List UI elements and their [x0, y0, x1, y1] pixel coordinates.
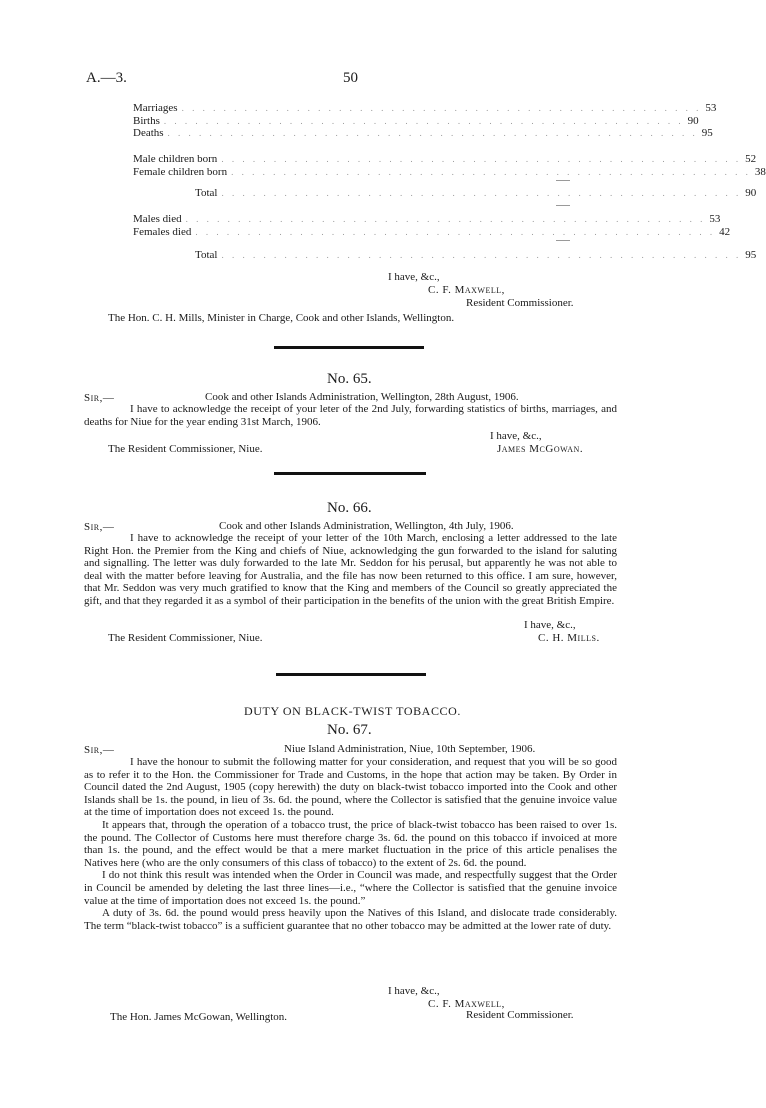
stat-row-females-died: Females died . . . . . . . . . . . . . . . . . . . . . . . . . . . . . . . . . . . . . . . . . . . . . . . . . . 42 — [133, 225, 731, 238]
vital-statistics-group-3 — [133, 213, 731, 238]
paragraph: I have to acknowledge the receipt of your leter of the 2nd July, forwarding statistics of births, marriages, and deaths for Niue for the year ending 31st March, 1906. — [84, 403, 617, 428]
vital-statistics-total-births — [133, 187, 757, 200]
dateline: Cook and other Islands Administration, Wellington, 4th July, 1906. — [219, 520, 514, 532]
paragraph: I have to acknowledge the receipt of your letter of the 10th March, enclosing a letter addressed to the late Right Hon. the Premier from the King and chiefs of Niue, acknowledging the gun forwarded to the island for saluting and signalling. The letter was duly forwarded to the late Mr. Seddon for his perusal, but apparently he was not able to deal with the matter before leaving for Australia, and the file has now been returned to this office. I am sure, however, that Mr. Seddon was very much gratified to know that the King and members of the Council so greatly appreciated the gift, and that they regarded it as a symbol of their participation in the benefits of the union with the great British Empire. — [84, 532, 617, 607]
stat-row-female-born: Female children born . . . . . . . . . . . . . . . . . . . . . . . . . . . . . . . . . . . . . . . . . . . . . . . . . . 38 — [133, 165, 766, 178]
salutation: Sir,— — [84, 744, 115, 756]
stat-row-male-born: Male children born . . . . . . . . . . . . . . . . . . . . . . . . . . . . . . . . . . . . . . . . . . . . . . . . . . 52 — [133, 153, 757, 165]
closing: I have, &c., — [388, 985, 440, 997]
signer-title: Resident Commissioner. — [466, 297, 574, 309]
section-divider — [274, 346, 424, 349]
addressee: The Resident Commissioner, Niue. — [108, 443, 263, 455]
stat-row-deaths: Deaths . . . . . . . . . . . . . . . . . . . . . . . . . . . . . . . . . . . . . . . . . . . . . . . . . . . 95 — [133, 127, 713, 139]
letter-body — [84, 403, 617, 428]
letter-body — [84, 756, 617, 932]
dateline: Niue Island Administration, Niue, 10th September, 1906. — [284, 743, 536, 755]
sum-rule — [556, 240, 570, 241]
letter-number: No. 65. — [327, 371, 372, 387]
section-heading: DUTY ON BLACK-TWIST TOBACCO. — [244, 704, 462, 718]
closing: I have, &c., — [388, 271, 440, 283]
addressee: The Resident Commissioner, Niue. — [108, 632, 263, 644]
vital-statistics-group-1 — [133, 102, 717, 140]
closing: I have, &c., — [490, 430, 542, 442]
signer-name: C. H. Mills. — [538, 632, 600, 644]
stat-row-total-died: Total . . . . . . . . . . . . . . . . . . . . . . . . . . . . . . . . . . . . . . . . . . . . . . . . . . 95 — [195, 249, 757, 261]
dateline: Cook and other Islands Administration, Wellington, 28th August, 1906. — [205, 391, 519, 403]
letter-number: No. 67. — [327, 722, 372, 738]
closing: I have, &c., — [524, 619, 576, 631]
salutation: Sir,— — [84, 392, 115, 404]
document-reference: A.—3. — [86, 70, 127, 86]
paragraph: I do not think this result was intended when the Order in Council was made, and respectfully suggest that the Order in Council be amended by deleting the last three lines—i.e., “where the Collector is satisfied that the genuine invoice value at the time of importation does not exceed 1s. the pound.” — [84, 869, 617, 907]
stat-row-total-born: Total . . . . . . . . . . . . . . . . . . . . . . . . . . . . . . . . . . . . . . . . . . . . . . . . . . 90 — [195, 187, 757, 199]
vital-statistics-total-deaths — [133, 249, 757, 262]
signer-name: James McGowan. — [497, 443, 584, 455]
letter-body — [84, 532, 617, 608]
page-number: 50 — [343, 70, 358, 86]
stat-row-births: Births . . . . . . . . . . . . . . . . . . . . . . . . . . . . . . . . . . . . . . . . . . . . . . . . . . 90 — [133, 114, 699, 127]
signer-name: C. F. Maxwell, — [428, 284, 505, 296]
stat-row-marriages: Marriages . . . . . . . . . . . . . . . . . . . . . . . . . . . . . . . . . . . . . . . . . . . . . . . . . . 53 — [133, 102, 717, 114]
addressee: The Hon. James McGowan, Wellington. — [110, 1011, 288, 1023]
signer-name: C. F. Maxwell, — [428, 998, 505, 1010]
section-divider — [274, 472, 426, 475]
paragraph: It appears that, through the operation of a tobacco trust, the price of black-twist tobacco has been raised to over 1s. the pound. The Collector of Customs here must therefore charge 3s. 6d. the pound on this tobacco if invoiced at more than 1s. the pound, and the effect would be that a mere market fluctuation in the price of this article penalises the Natives here (who are the only consumers of this class of tobacco) to the extent of 2s. 6d. the pound. — [84, 818, 617, 869]
salutation: Sir,— — [84, 521, 115, 533]
paragraph: A duty of 3s. 6d. the pound would press heavily upon the Natives of this Island, and dislocate trade considerably. The term “black-twist tobacco” is a sufficient guarantee that no other tobacco may be admitted at the lower rate of duty. — [84, 907, 617, 932]
paragraph: I have the honour to submit the following matter for your consideration, and request that you will be so good as to refer it to the Hon. the Commissioner for Trade and Customs, in the hope that action may be taken. By Order in Council dated the 2nd August, 1905 (copy herewith) the duty on black-twist tobacco imported into the Cook and other Islands shall be 1s. the pound, in lieu of 3s. 6d. the pound, where the Collector is satisfied that the genuine invoice value at the time of importation does not exceed 1s. the pound. — [84, 756, 617, 819]
signer-title: Resident Commissioner. — [466, 1009, 574, 1021]
sum-rule — [556, 205, 570, 206]
addressee: The Hon. C. H. Mills, Minister in Charge, Cook and other Islands, Wellington. — [108, 312, 455, 324]
stat-row-males-died: Males died . . . . . . . . . . . . . . . . . . . . . . . . . . . . . . . . . . . . . . . . . . . . . . . . . . 53 — [133, 213, 721, 225]
section-divider — [276, 673, 426, 676]
sum-rule — [556, 180, 570, 181]
vital-statistics-group-2 — [133, 153, 766, 178]
letter-number: No. 66. — [327, 500, 372, 516]
